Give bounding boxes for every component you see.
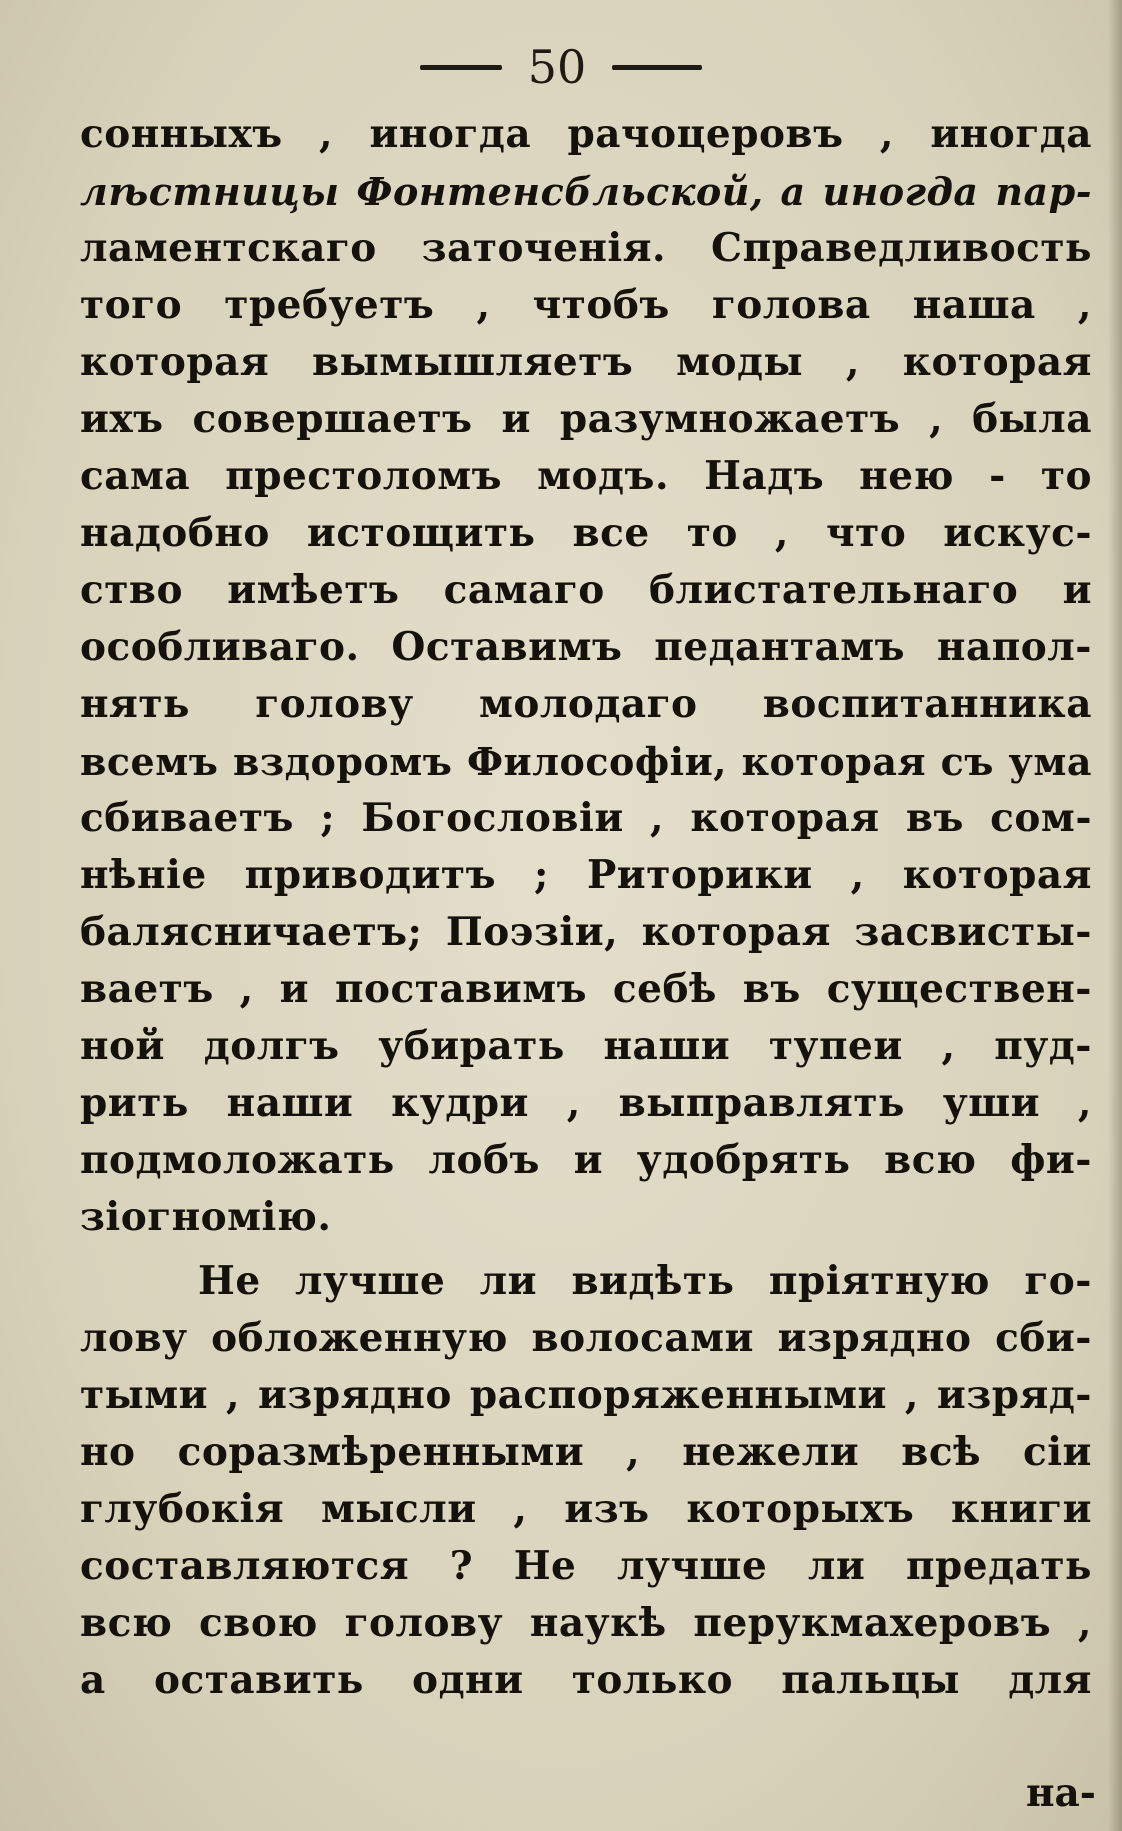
text-line: ство имѣетъ самаго блистательнаго и	[80, 567, 1092, 613]
text-line: того требуетъ , чтобъ голова наша ,	[80, 282, 1092, 328]
text-line: зіогномію.	[80, 1194, 332, 1240]
text-line: надобно истощить все то , что искус-	[80, 510, 1092, 556]
text-line: ламентскаго заточенія. Справедливость	[80, 225, 1092, 271]
body-text	[80, 106, 1092, 1709]
text-line: нять голову молодаго воспитанника	[80, 681, 1092, 727]
text-line: лову обложенную волосами изрядно сби-	[80, 1315, 1092, 1361]
text-line: подмоложать лобъ и удобрять всю фи-	[80, 1137, 1092, 1183]
header-rule-left	[420, 65, 502, 70]
text-line: ихъ совершаетъ и разумножаетъ , была	[80, 396, 1092, 442]
page-number: 50	[527, 40, 587, 94]
catchword: на-	[1025, 1770, 1096, 1816]
text-line: а оставить одни только пальцы для	[80, 1657, 1092, 1703]
text-line: ной долгъ убирать наши тупеи , пуд-	[80, 1023, 1092, 1069]
text-line: ваетъ , и поставимъ себѣ въ существен-	[80, 966, 1092, 1012]
text-line: сонныхъ , иногда рачоцеровъ , иногда	[80, 111, 1092, 157]
text-line: сбиваетъ ; Богословіи , которая въ сом-	[80, 795, 1092, 841]
text-line: рить наши кудри , выправлять уши ,	[80, 1080, 1092, 1126]
text-line: глубокія мысли , изъ которыхъ книги	[80, 1486, 1092, 1532]
text-line: балясничаетъ; Поэзіи, которая засвисты-	[80, 909, 1092, 955]
text-line: сама престоломъ модъ. Надъ нею - то	[80, 453, 1092, 499]
text-line: нѣніе приводитъ ; Риторики , которая	[80, 852, 1092, 898]
paragraph-1	[80, 106, 1092, 1246]
text-line: но соразмѣренными , нежели всѣ сіи	[80, 1429, 1092, 1475]
text-line: Не лучше ли видѣть пріятную го-	[198, 1258, 1092, 1304]
text-line: особливаго. Оставимъ педантамъ напол-	[80, 624, 1092, 670]
text-line: всю свою голову наукѣ перукмахеровъ ,	[80, 1600, 1092, 1646]
paragraph-2	[80, 1253, 1092, 1709]
header-rule-right	[612, 65, 702, 70]
text-line: всемъ вздоромъ Философіи, которая съ ума	[80, 739, 1092, 784]
text-line: которая вымышляетъ моды , которая	[80, 339, 1092, 385]
text-line: тыми , изрядно распоряженными , изряд-	[80, 1372, 1092, 1418]
page-header	[0, 42, 1122, 92]
text-line: составляются ? Не лучше ли предать	[80, 1543, 1092, 1589]
text-line: лѣстницы Фонтенсбльской, а иногда пар-	[80, 169, 1092, 214]
